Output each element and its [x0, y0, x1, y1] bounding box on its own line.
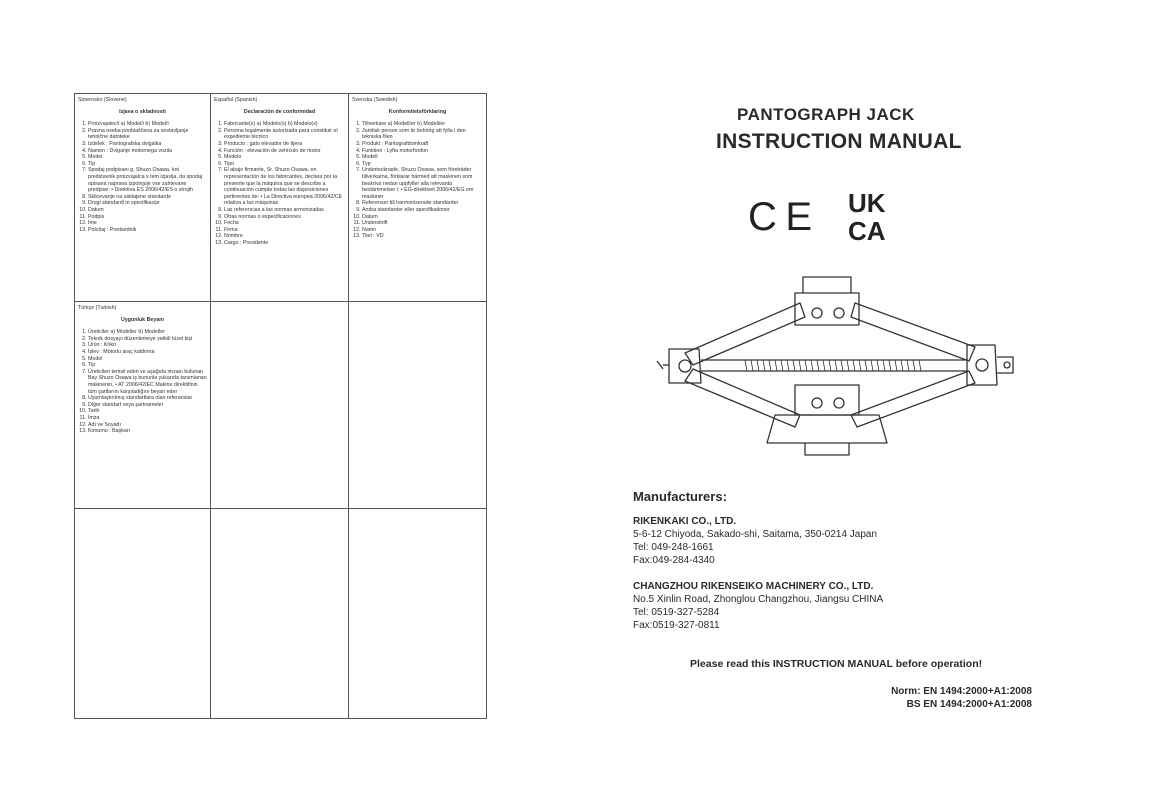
manufacturer-block	[633, 515, 877, 567]
declaration-item: 7. Undertecknade, Shuzo Osawa, som företräder tillverkarna, förklarar härmed att maskinen som beskrivs nedan uppfyller alla relevanta bestämmelser i: • EG-direktivet 2006/42/EG om maskiner	[362, 167, 483, 200]
declaration-item: 8. Uyumlaştırılmış standartlara olan referanslar	[88, 395, 207, 402]
declaration-item: 9. Drugi standardi in specifikacije	[88, 200, 207, 207]
declaration-item: 6. Tip	[88, 161, 207, 168]
declaration-item: 3. Producto : gato elevador de tijera	[224, 141, 345, 148]
operation-notice: Please read this INSTRUCTION MANUAL before operation!	[690, 658, 983, 670]
declaration-item: 2. Teknik dosyayı düzenlemeye yetkili tüzel kişi	[88, 336, 207, 343]
declaration-item: 5. Modell	[362, 154, 483, 161]
declaration-item: 6. Tip	[88, 362, 207, 369]
declaration-title: Declaración de conformidad	[243, 108, 316, 115]
empty-cell	[349, 509, 486, 718]
declaration-item: 9. Diğer standart veya şartnameler	[88, 402, 207, 409]
declaration-item: 13. Cargo : Presidente	[224, 240, 345, 247]
company-fax: Fax:0519-327-0811	[633, 620, 720, 631]
declaration-item: 3. Ürün : Kriko	[88, 342, 207, 349]
declaration-item: 4. Namen : Dviganje motornega vozila	[88, 148, 207, 155]
language-heading: Slovensko (Slovene)	[78, 97, 127, 103]
declaration-item: 3. Izdelek : Pantografska dvigalka	[88, 141, 207, 148]
certification-marks	[748, 188, 898, 244]
declaration-slovene	[75, 94, 211, 302]
declaration-item: 9. Otras normas o especificaciones	[224, 214, 345, 221]
language-heading: Türkçe (Turkish)	[78, 305, 117, 311]
declaration-item: 12. Adı ve Soyadı	[88, 422, 207, 429]
empty-cell	[211, 302, 349, 509]
declaration-item: 10. Tarih	[88, 408, 207, 415]
language-heading: Español (Spanish)	[214, 97, 258, 103]
company-name: RIKENKAKI CO., LTD.	[633, 516, 737, 527]
declaration-item: 13. Položaj : Predsednik	[88, 227, 207, 234]
declaration-item: 10. Datum	[362, 214, 483, 221]
declaration-spanish	[211, 94, 349, 302]
declaration-item: 12. Namn	[362, 227, 483, 234]
declaration-item: 5. Modelo	[224, 154, 345, 161]
declaration-items	[78, 121, 207, 233]
ukca-mark-top: UK	[848, 188, 886, 218]
declaration-item: 9. Andra standarder eller specifikationer	[362, 207, 483, 214]
manufacturers-heading: Manufacturers:	[633, 489, 727, 504]
company-fax: Fax:049-284-4340	[633, 555, 715, 566]
company-address: No.5 Xinlin Road, Zhonglou Changzhou, Jiangsu CHINA	[633, 594, 884, 605]
declaration-swedish	[349, 94, 486, 302]
empty-cell	[75, 509, 211, 718]
empty-cell	[211, 509, 349, 718]
declaration-title: Konformitetsförklaring	[388, 108, 447, 115]
declaration-item: 11. Podpis	[88, 214, 207, 221]
company-name: CHANGZHOU RIKENSEIKO MACHINERY CO., LTD.	[633, 581, 874, 592]
declaration-item: 8. Las referencias a las normas armonizadas	[224, 207, 345, 214]
declaration-turkish	[75, 302, 211, 509]
norm-line: BS EN 1494:2000+A1:2008	[906, 699, 1032, 710]
declaration-item: 11. Underskrift	[362, 220, 483, 227]
norm-line: Norm: EN 1494:2000+A1:2008	[891, 686, 1032, 697]
declaration-title: Izjava o skladnosti	[119, 108, 166, 115]
declaration-items	[78, 329, 207, 435]
declaration-item: 10. Fecha	[224, 220, 345, 227]
manufacturer-block	[633, 580, 883, 632]
declaration-item: 13. Konumu : Başkan	[88, 428, 207, 435]
declaration-item: 4. İşlev : Motorlu araç kaldırma	[88, 349, 207, 356]
manual-title: INSTRUCTION MANUAL	[716, 130, 962, 153]
company-tel: Tel: 049-248-1661	[633, 542, 714, 553]
declaration-table	[74, 93, 487, 719]
declaration-item: 7. El abajo firmante, Sr. Shuzo Osawa, en representación de los fabricantes, declara por la presente que la máquina que se describe a continuación cumple todas las disposiciones pertinentes de: • La Directiva europea 2006/42/CE relativa a las máquinas	[224, 167, 345, 207]
declaration-item: 11. İmza	[88, 415, 207, 422]
declaration-item: 8. Sklicevanje na usklajene standarde	[88, 194, 207, 201]
declaration-item: 2. Juridisk person som är behörig att fylla i den tekniska filen	[362, 128, 483, 141]
norm-block	[884, 685, 1032, 711]
declaration-item: 2. Persona legalmente autorizada para constituir el expediente técnico	[224, 128, 345, 141]
ukca-mark-bottom: CA	[848, 216, 886, 244]
company-address: 5-6-12 Chiyoda, Sakado-shi, Saitama, 350-0214 Japan	[633, 529, 878, 540]
declaration-item: 12. Ime	[88, 220, 207, 227]
declaration-title: Uygunluk Beyanı	[121, 316, 164, 323]
declaration-item: 8. Referenser till harmoniserade standarder	[362, 200, 483, 207]
declaration-item: 10. Datum	[88, 207, 207, 214]
declaration-item: 12. Nombre	[224, 233, 345, 240]
declaration-item: 2. Pravna oseba pooblaščena za sestavljanje tehnične datoteke	[88, 128, 207, 141]
declaration-item: 11. Firma	[224, 227, 345, 234]
declaration-item: 7. Spodaj podpisani g. Shuzo Osawa, kot predstavnik proizvajalca s tem izjavlja, da spodaj opisana naprava izpolnjuje vse zahtevane predpise: • Direktiva ES 2006/42/ES o strojih	[88, 167, 207, 193]
declaration-item: 1. Proizvajalec/i a) Model/i b) Model/i	[88, 121, 207, 128]
pantograph-jack-illustration	[655, 265, 1020, 465]
declaration-item: 1. Fabricante(s) a) Modelo(s) b) Modelo(s)	[224, 121, 345, 128]
declaration-item: 3. Produkt : Pantografdomkraft	[362, 141, 483, 148]
declaration-item: 6. Typ	[362, 161, 483, 168]
declaration-items	[214, 121, 345, 246]
product-title: PANTOGRAPH JACK	[737, 105, 915, 124]
language-heading: Svenska (Swedish)	[352, 97, 398, 103]
declaration-items	[352, 121, 483, 240]
declaration-item: 5. Model	[88, 356, 207, 363]
empty-cell	[349, 302, 486, 509]
declaration-item: 1. Üreticiler a) Modeller b) Modeller	[88, 329, 207, 336]
company-tel: Tel: 0519-327-5284	[633, 607, 720, 618]
declaration-item: 6. Tipo	[224, 161, 345, 168]
declaration-item: 1. Tillverkare a) Modell/er b) Modell/er	[362, 121, 483, 128]
ce-mark: CE	[748, 195, 810, 239]
declaration-item: 4. Funktion : Lyfta motorfordon	[362, 148, 483, 155]
declaration-item: 5. Model	[88, 154, 207, 161]
declaration-item: 4. Función : elevación de vehículo de motor	[224, 148, 345, 155]
declaration-item: 7. Üreticileri temsil eden ve aşağıda imzası bulunan Bay Shuzo Osawa iş bununla yukarıda tanımlanan makinenin, • AT 2006/42/EC Makine direktifinin tüm şartlarını karşıladığını beyan eder	[88, 369, 207, 395]
declaration-item: 13. Titel : VD	[362, 233, 483, 240]
